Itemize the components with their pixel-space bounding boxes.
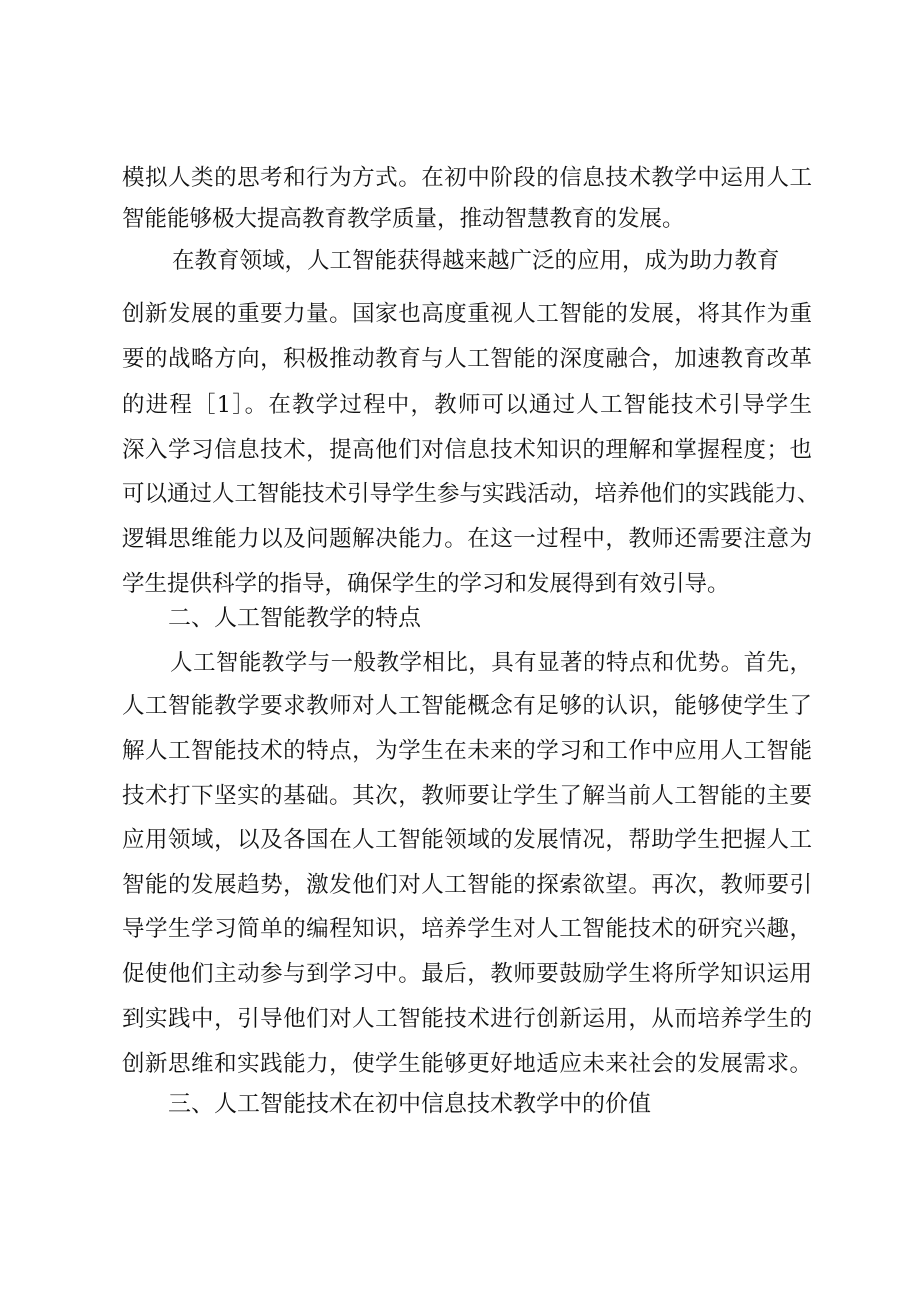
- paragraph-line: 学生提供科学的指导，确保学生的学习和发展得到有效引导。: [122, 571, 730, 597]
- paragraph-line: 应用领域，以及各国在人工智能领域的发展情况，帮助学生把握人工: [122, 827, 812, 853]
- section-heading-3: 三、人工智能技术在初中信息技术教学中的价值: [168, 1091, 651, 1117]
- paragraph-line: 可以通过人工智能技术引导学生参与实践活动，培养他们的实践能力、: [122, 481, 820, 507]
- section-heading-2: 二、人工智能教学的特点: [168, 605, 421, 631]
- paragraph-line: 智能能够极大提高教育教学质量，推动智慧教育的发展。: [122, 206, 685, 232]
- paragraph-line: 的进程［1］。在教学过程中，教师可以通过人工智能技术引导学生: [122, 392, 812, 418]
- paragraph-line: 人工智能教学要求教师对人工智能概念有足够的认识，能够使学生了: [122, 693, 812, 719]
- paragraph-line: 促使他们主动参与到学习中。最后，教师要鼓励学生将所学知识运用: [122, 961, 812, 987]
- paragraph-line: 技术打下坚实的基础。其次，教师要让学生了解当前人工智能的主要: [122, 783, 812, 809]
- paragraph-line: 创新思维和实践能力，使学生能够更好地适应未来社会的发展需求。: [122, 1051, 812, 1077]
- paragraph-line: 模拟人类的思考和行为方式。在初中阶段的信息技术教学中运用人工: [122, 165, 812, 191]
- paragraph-line: 深入学习信息技术，提高他们对信息技术知识的理解和掌握程度；也: [122, 437, 812, 463]
- paragraph-line: 到实践中，引导他们对人工智能技术进行创新运用，从而培养学生的: [122, 1006, 812, 1032]
- paragraph-line: 人工智能教学与一般教学相比，具有显著的特点和优势。首先，: [170, 650, 812, 676]
- paragraph-line: 逻辑思维能力以及问题解决能力。在这一过程中，教师还需要注意为: [122, 526, 812, 552]
- paragraph-line: 创新发展的重要力量。国家也高度重视人工智能的发展，将其作为重: [122, 301, 812, 327]
- paragraph-line: 要的战略方向，积极推动教育与人工智能的深度融合，加速教育改革: [122, 346, 812, 372]
- paragraph-line: 智能的发展趋势，激发他们对人工智能的探索欲望。再次，教师要引: [122, 872, 812, 898]
- paragraph-line: 在教育领域，人工智能获得越来越广泛的应用，成为助力教育: [172, 248, 780, 274]
- paragraph-line: 解人工智能技术的特点，为学生在未来的学习和工作中应用人工智能: [122, 738, 812, 764]
- paragraph-line: 导学生学习简单的编程知识，培养学生对人工智能技术的研究兴趣，: [122, 916, 812, 942]
